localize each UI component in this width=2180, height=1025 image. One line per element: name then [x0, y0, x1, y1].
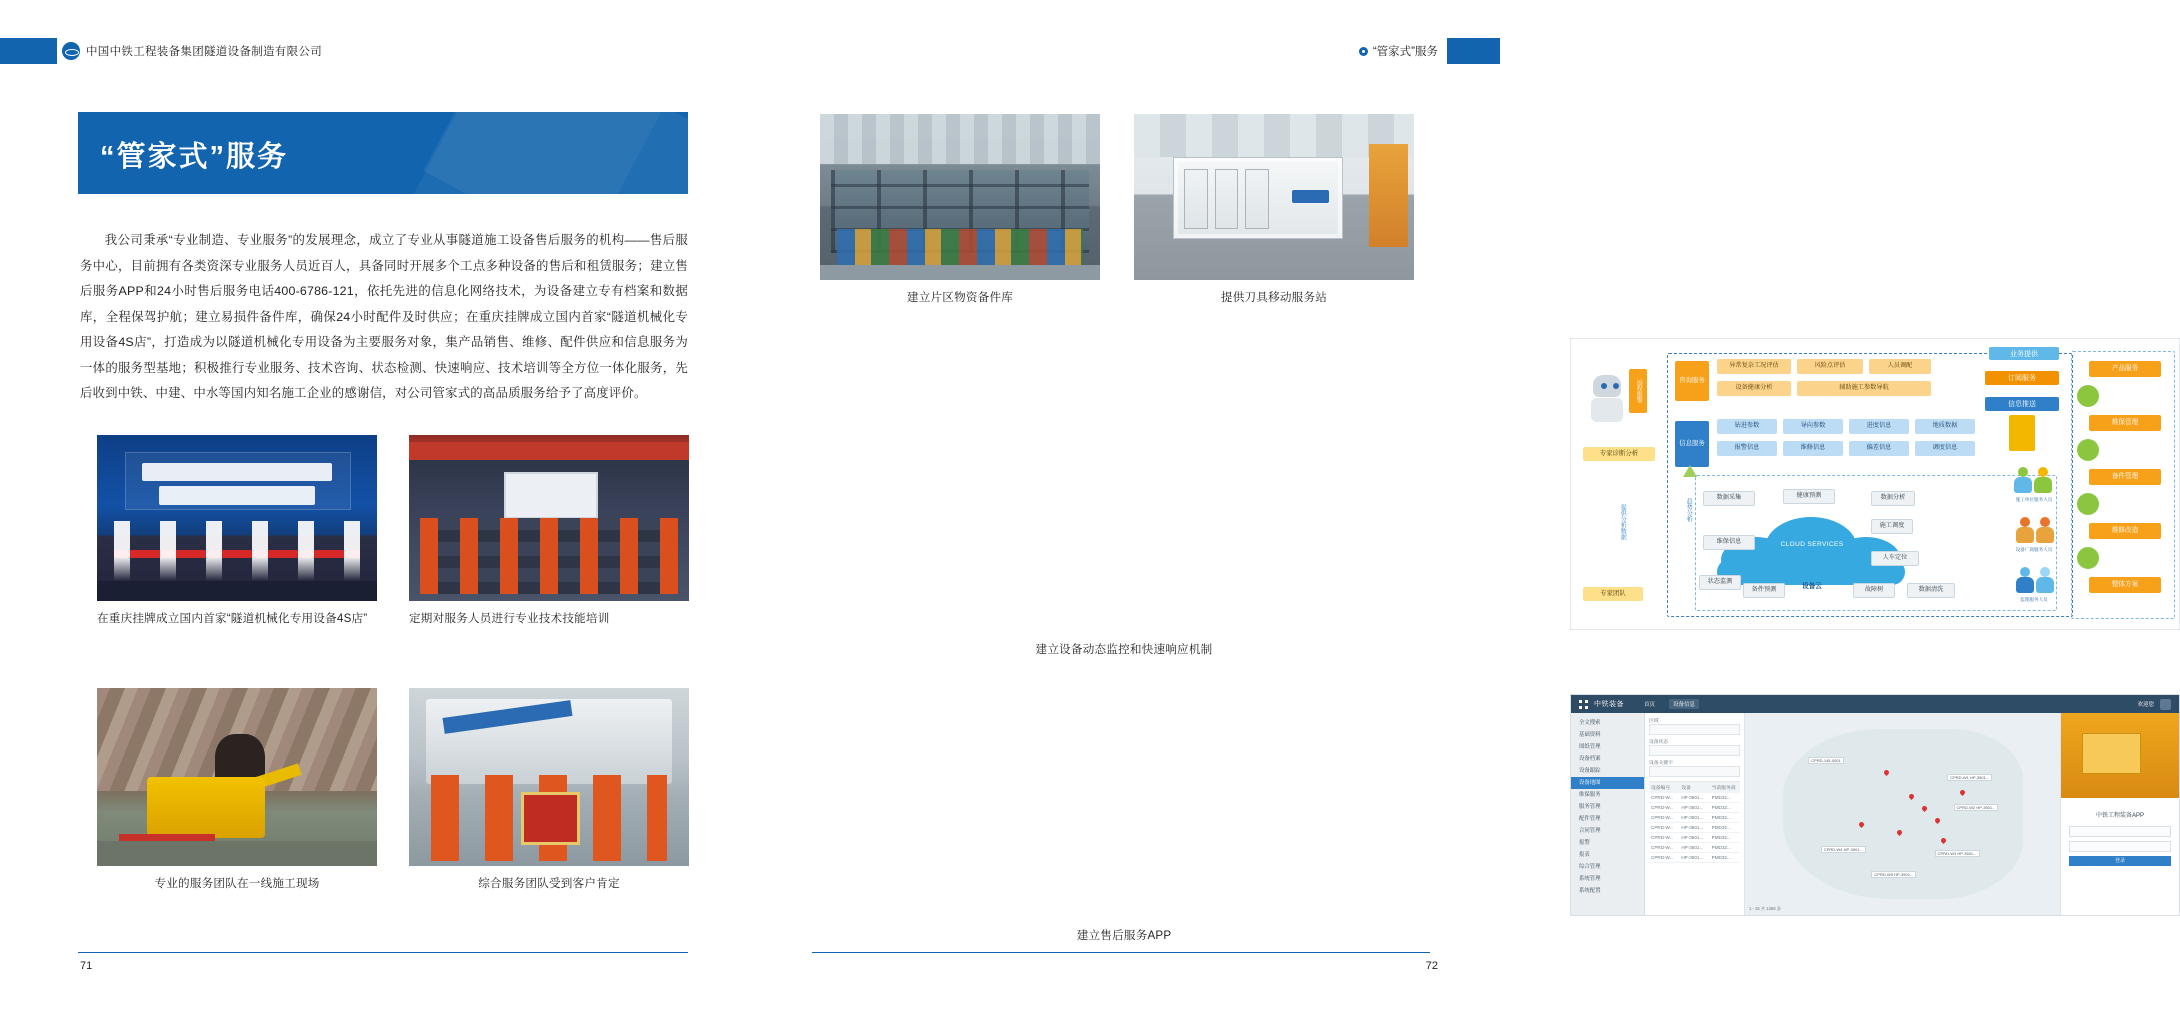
robot-eye-left	[1601, 383, 1607, 389]
sidebar-item-1[interactable]: 基础资料	[1579, 732, 1601, 738]
figure-site-team	[97, 688, 377, 891]
filter-label-2: 设备状态	[1649, 740, 1669, 745]
robot-icon	[1589, 375, 1625, 423]
app-login-title: 中铁工程装备APP	[2095, 812, 2144, 819]
app-sidebar	[1571, 713, 1645, 915]
app-right-pane	[2060, 713, 2179, 915]
table-row[interactable]	[1649, 843, 1740, 853]
figure-diagram	[820, 632, 1428, 657]
user-head-5	[2020, 567, 2030, 577]
app-topbar-right	[2137, 700, 2154, 708]
maintenance-icon	[2077, 439, 2099, 461]
cloud-item-9: 数据清洗	[1907, 583, 1955, 598]
cloud-item-5: 备件预测	[1743, 583, 1785, 598]
user-group-icon-6	[2035, 567, 2055, 593]
photo-drill-jumbo	[147, 777, 265, 838]
header-company-name: 中国中铁工程装备集团隧道设备制造有限公司	[86, 46, 322, 58]
sidebar-item-0[interactable]: 全文搜索	[1579, 720, 1601, 726]
figure-customer-praise	[409, 688, 689, 891]
sidebar-item-9[interactable]: 合同管理	[1579, 828, 1601, 834]
figure-4s-store-photo	[97, 435, 377, 601]
user-body-3	[2016, 527, 2034, 543]
username-field[interactable]	[2069, 826, 2171, 837]
sidebar-item-14[interactable]: 系统配置	[1579, 888, 1601, 894]
cloud-item-4: 状态监测	[1699, 575, 1741, 590]
user-body-1	[2014, 477, 2032, 493]
right-item-4: 整体方案	[2089, 577, 2161, 593]
subscribe-service-arrow: 订阅服务	[1985, 371, 2059, 385]
down-arrow-icon	[2009, 415, 2035, 451]
app-tab-home[interactable]: 首页	[1644, 702, 1656, 708]
cell-provider: PMD32...	[1711, 805, 1731, 810]
figure-app-screenshot	[1570, 694, 2180, 916]
map-label-4: CPRD-W4 HP-3501...	[1821, 846, 1866, 853]
info-item-6: 偏差信息	[1849, 441, 1909, 456]
table-row[interactable]	[1649, 793, 1740, 803]
device-table	[1649, 781, 1740, 863]
cell-device: HP-3501...	[1681, 825, 1704, 830]
col-device: 设备	[1681, 786, 1691, 791]
equipment-photo	[2061, 713, 2179, 798]
figure-mobile-station-photo	[1134, 114, 1414, 280]
consult-item-4: 辅助施工参数导航	[1797, 381, 1931, 396]
photo-banner-line-1	[142, 463, 332, 481]
figure-training-photo	[409, 435, 689, 601]
filter-input-2[interactable]	[1649, 745, 1740, 756]
device-table-header	[1649, 782, 1740, 793]
figure-mobile-station-caption: 提供刀具移动服务站	[1220, 291, 1328, 304]
map-label-0: CPRD-145-0001	[1808, 757, 1844, 764]
figure-customer-praise-photo	[409, 688, 689, 866]
table-row[interactable]	[1649, 853, 1740, 863]
body-paragraph: 我公司秉承“专业制造、专业服务”的发展理念，成立了专业从事隧道施工设备售后服务的机构——售后服务中心，目前拥有各类资深专业服务人员近百人，具备同时开展多个工点多种设备的售后和租赁服务；建立售后服务APP和24小时售后服务电话400-6786-121，依托先进的信息化网络技术，为设备建立专有档案和数据库，全程保驾护航；建立易损件备件库，确保24小时配件及时供应；在重庆挂牌成立国内首家“隧道机械化专用设备4S店”，打造成为以隧道机械化专用设备为主要服务对象，集产品销售、维修、配件供应和信息服务为一体的服务型基地；积极推行专业服务、技术咨询、状态检测、快速响应、技术培训等全方位一体化服务，先后收到中铁、中建、中水等国内知名施工企业的感谢信，对公司管家式的高品质服务给予了高度评价。	[80, 233, 688, 400]
sidebar-item-8[interactable]: 配件管理	[1579, 816, 1601, 822]
cell-device: HP-3501...	[1681, 835, 1704, 840]
sidebar-item-12[interactable]: 综合管理	[1579, 864, 1601, 870]
info-item-7: 调度信息	[1915, 441, 1975, 456]
cell-device-no: CPRD-W...	[1651, 855, 1674, 860]
right-item-2: 备件管理	[2089, 469, 2161, 485]
info-item-0: 钻进参数	[1717, 419, 1777, 434]
cloud-subtitle: 设备云	[1802, 583, 1822, 591]
user-group-label-2: 监理服务人员	[2020, 597, 2048, 603]
sidebar-item-3[interactable]: 设备档案	[1579, 756, 1601, 762]
user-group-icon-5	[2015, 567, 2035, 593]
trend-analysis-label: 趋势分析	[1685, 498, 1692, 522]
sidebar-item-13[interactable]: 系统管理	[1579, 876, 1601, 882]
left-page	[0, 0, 750, 1025]
consult-item-2: 人员调配	[1869, 359, 1931, 374]
table-row[interactable]	[1649, 823, 1740, 833]
user-group-icon-2	[2033, 467, 2053, 493]
user-body-2	[2034, 477, 2052, 493]
user-group-icon-4	[2035, 517, 2055, 543]
cell-device-no: CPRD-W...	[1651, 825, 1674, 830]
user-group-label-0: 施工单位服务人员	[2015, 497, 2053, 503]
photo-container-door-3	[1245, 169, 1269, 228]
info-service-label: 信息服务	[1675, 421, 1709, 467]
figure-warehouse-photo	[820, 114, 1100, 280]
app-welcome-text: 欢迎您	[2137, 702, 2154, 708]
figure-warehouse-caption: 建立片区物资备件库	[906, 291, 1014, 304]
sidebar-item-10[interactable]: 报警	[1579, 840, 1590, 846]
map-label-2: CPRD-W2 HP-3501...	[1954, 804, 1999, 811]
right-item-3: 维修改造	[2089, 523, 2161, 539]
table-row[interactable]	[1649, 813, 1740, 823]
photo-container-logo	[1292, 190, 1329, 203]
sidebar-item-11[interactable]: 报表	[1579, 852, 1590, 858]
user-avatar-icon[interactable]	[2160, 699, 2171, 710]
photo-banner-line-2	[159, 486, 316, 504]
figure-app-caption: 建立售后服务APP	[1076, 929, 1172, 942]
photo-projector-screen	[504, 472, 598, 519]
filter-label-3: 设备关键字	[1649, 761, 1673, 766]
photo-stock-boxes	[837, 229, 1083, 266]
cloud-item-1: 维保信息	[1703, 535, 1755, 550]
figure-mobile-station	[1134, 114, 1414, 305]
cell-device-no: CPRD-W...	[1651, 805, 1674, 810]
table-row[interactable]	[1649, 803, 1740, 813]
user-body-6	[2036, 577, 2054, 593]
upward-arrow-icon	[1683, 465, 1697, 477]
sidebar-item-7[interactable]: 服务管理	[1579, 804, 1601, 810]
page-title-band	[78, 112, 688, 194]
user-group-icon-1	[2013, 467, 2033, 493]
left-page-number: 71	[80, 960, 93, 972]
robot-eye-right	[1613, 383, 1619, 389]
photo-container-door-2	[1215, 169, 1239, 228]
cloud-item-2: 健康预测	[1783, 489, 1835, 504]
info-item-1: 导向参数	[1783, 419, 1843, 434]
info-item-5: 维修信息	[1783, 441, 1843, 456]
cell-device: HP-3501...	[1681, 815, 1704, 820]
map-label-3: CPRD-W3 HP-3501...	[1935, 850, 1980, 857]
photo-roof	[820, 114, 1100, 164]
figure-diagram-caption: 建立设备动态监控和快速响应机制	[1035, 643, 1213, 656]
user-head-4	[2040, 517, 2050, 527]
right-footer-rule	[812, 952, 1430, 953]
map-label-5: CPRD-W5 HP-3501...	[1871, 871, 1916, 878]
password-field[interactable]	[2069, 841, 2171, 852]
consult-item-1: 风险点评估	[1797, 359, 1863, 374]
cloud-item-3: 数据分析	[1871, 491, 1915, 506]
photo-service-container	[1173, 157, 1343, 239]
sidebar-item-2[interactable]: 图纸管理	[1579, 744, 1601, 750]
figure-4s-store	[97, 435, 377, 626]
cell-device: HP-3501...	[1681, 845, 1704, 850]
cloud-item-8: 故障树	[1853, 583, 1895, 598]
grid-menu-icon[interactable]	[1579, 700, 1588, 709]
photo-seated-trainees	[420, 518, 678, 594]
info-push-arrow: 信息推送	[1985, 397, 2059, 411]
cloud-title: CLOUD SERVICES	[1780, 541, 1844, 548]
app-brand: 中铁装备	[1594, 701, 1624, 708]
cell-device-no: CPRD-W...	[1651, 815, 1674, 820]
cell-provider: PMD32...	[1711, 815, 1731, 820]
remote-alarm-label: 远程报警	[1629, 369, 1647, 413]
figure-site-team-photo	[97, 688, 377, 866]
provide-data-label: 提供分析数据	[1619, 504, 1626, 540]
figure-app	[820, 918, 1428, 943]
filter-input-3[interactable]	[1649, 766, 1740, 777]
user-group-icon-3	[2015, 517, 2035, 543]
app-filter-panel	[1645, 713, 1745, 915]
robot-head	[1593, 375, 1621, 397]
col-device-no: 设备编号	[1651, 786, 1671, 791]
app-topbar	[1571, 695, 2179, 713]
info-item-3: 地质数据	[1915, 419, 1975, 434]
cell-device: HP-3501...	[1681, 855, 1704, 860]
app-login-form	[2069, 810, 2171, 866]
photo-people	[114, 521, 360, 581]
right-item-0: 产品服务	[2089, 361, 2161, 377]
photo-orange-vehicle	[1369, 144, 1408, 247]
expert-team-label: 专家团队	[1583, 587, 1643, 601]
cell-provider: PMD32...	[1711, 835, 1731, 840]
info-item-4: 报警信息	[1717, 441, 1777, 456]
device-map[interactable]	[1745, 713, 2061, 915]
figure-training-caption: 定期对服务人员进行专业技术技能培训	[409, 612, 610, 625]
right-page	[750, 0, 2154, 1025]
cell-device-no: CPRD-W...	[1651, 795, 1674, 800]
page-title: “管家式”服务	[100, 141, 289, 173]
right-page-number: 72	[1425, 960, 1438, 972]
filter-label-1: 区域	[1649, 719, 1659, 724]
repair-icon	[2077, 547, 2099, 569]
photo-red-banner	[409, 442, 689, 460]
figure-customer-praise-caption: 综合服务团队受到客户肯定	[478, 877, 620, 890]
photo-road	[97, 841, 377, 866]
user-head-3	[2020, 517, 2030, 527]
sidebar-item-4[interactable]: 设备跟踪	[1579, 768, 1601, 774]
consult-item-0: 异常复杂工况评估	[1717, 359, 1791, 374]
cell-provider: PMD32...	[1711, 845, 1731, 850]
cell-device-no: CPRD-W...	[1651, 845, 1674, 850]
app-tab-device-info[interactable]: 设备信息	[1669, 699, 1699, 709]
photo-stage	[97, 581, 377, 601]
cloud-item-6: 施工调度	[1871, 519, 1913, 534]
info-item-2: 进度信息	[1849, 419, 1909, 434]
photo-floor	[820, 265, 1100, 280]
right-item-1: 维保管理	[2089, 415, 2161, 431]
consult-service-label: 咨询服务	[1675, 361, 1709, 401]
header-section-name: “管家式”服务	[1372, 46, 1438, 58]
figure-warehouse	[820, 114, 1100, 305]
user-body-5	[2016, 577, 2034, 593]
robot-body	[1591, 398, 1623, 422]
user-body-4	[2036, 527, 2054, 543]
figure-site-team-caption: 专业的服务团队在一线施工现场	[154, 877, 320, 890]
sidebar-item-6[interactable]: 维保服务	[1579, 792, 1601, 798]
cloud-item-0: 数据采集	[1703, 491, 1755, 506]
user-head-6	[2040, 567, 2050, 577]
cell-provider: PMD32...	[1711, 795, 1731, 800]
equipment-cab	[2082, 733, 2141, 774]
photo-award-plaque	[521, 792, 580, 844]
cell-provider: PMD32...	[1711, 825, 1731, 830]
consult-item-3: 设备健康分析	[1717, 381, 1791, 396]
sidebar-item-5[interactable]: 设备地图	[1571, 777, 1644, 789]
table-row[interactable]	[1649, 833, 1740, 843]
figure-4s-store-caption: 在重庆挂牌成立国内首家“隧道机械化专用设备4S店”	[97, 612, 368, 625]
photo-container-door-1	[1184, 169, 1208, 228]
product-icon	[2077, 385, 2099, 407]
user-head-1	[2018, 467, 2028, 477]
cloud-item-7: 人车定位	[1871, 551, 1919, 566]
cell-provider: PMD32...	[1711, 855, 1731, 860]
figure-diagram-graphic	[1570, 338, 2180, 630]
cell-device: HP-3501...	[1681, 805, 1704, 810]
login-button[interactable]: 登录	[2069, 856, 2171, 866]
map-pagination: 1 - 15 共 1458 条	[1749, 906, 1781, 911]
user-head-2	[2038, 467, 2048, 477]
filter-input-1[interactable]	[1649, 724, 1740, 735]
left-footer-rule	[78, 952, 688, 953]
cell-device-no: CPRD-W...	[1651, 835, 1674, 840]
business-provide-arrow: 业务提供	[1989, 347, 2059, 360]
map-label-1: CPRD-W1 HP-3501...	[1947, 774, 1992, 781]
col-provider: 当前服务商	[1711, 786, 1736, 791]
figure-training	[409, 435, 689, 626]
user-group-label-1: 设备厂商服务人员	[2015, 547, 2053, 553]
expert-diagnosis-label: 专家诊断分析	[1583, 447, 1655, 461]
cell-device: HP-3501...	[1681, 795, 1704, 800]
spare-parts-icon	[2077, 493, 2099, 515]
